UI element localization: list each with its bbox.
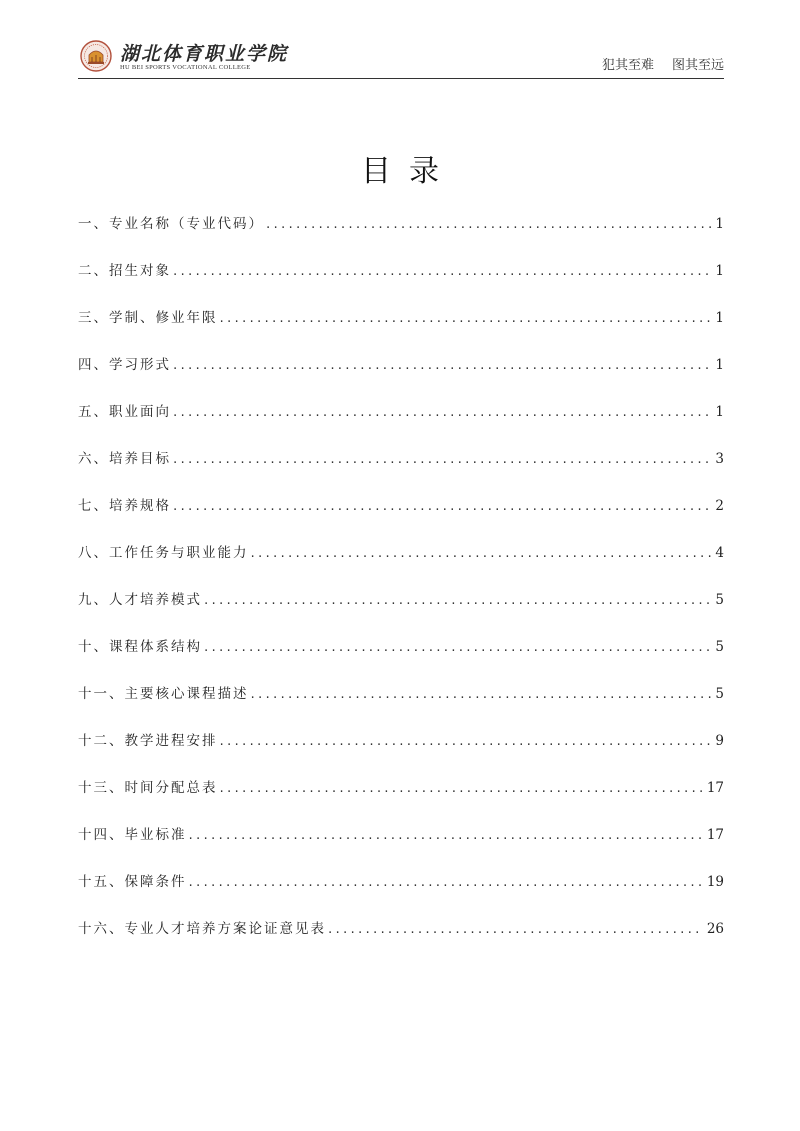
toc-entry[interactable] — [78, 635, 724, 682]
motto-part-2: 图其至远 — [671, 58, 724, 73]
toc-entry-page: 9 — [715, 733, 724, 749]
toc-entry-label: 六、培养目标 — [78, 451, 171, 467]
toc-leader-dots — [328, 921, 703, 937]
toc-leader-dots — [251, 545, 712, 561]
toc-entry-label: 五、职业面向 — [78, 404, 171, 420]
toc-entry-page: 4 — [715, 545, 724, 561]
toc-entry-label: 一、专业名称（专业代码） — [78, 216, 264, 232]
toc-entry[interactable] — [78, 776, 724, 823]
toc-entry-page: 5 — [715, 592, 724, 608]
toc-leader-dots — [189, 874, 703, 890]
toc-entry[interactable] — [78, 729, 724, 776]
toc-leader-dots — [220, 733, 712, 749]
toc-entry-page: 1 — [715, 216, 724, 232]
toc-entry[interactable] — [78, 259, 724, 306]
toc-entry-label: 十五、保障条件 — [78, 874, 187, 890]
toc-entry-page: 5 — [715, 639, 724, 655]
toc-leader-dots — [204, 592, 711, 608]
toc-leader-dots — [173, 404, 711, 420]
table-of-contents — [78, 212, 724, 964]
page-header — [78, 36, 724, 79]
toc-entry-page: 1 — [715, 310, 724, 326]
toc-entry[interactable] — [78, 541, 724, 588]
motto-part-1: 犯其至难 — [601, 58, 654, 73]
toc-entry-label: 四、学习形式 — [78, 357, 171, 373]
toc-leader-dots — [220, 780, 703, 796]
toc-leader-dots — [220, 310, 712, 326]
college-logo — [78, 38, 289, 74]
toc-entry-page: 17 — [706, 827, 724, 843]
toc-leader-dots — [173, 498, 711, 514]
toc-entry[interactable] — [78, 353, 724, 400]
toc-leader-dots — [251, 686, 712, 702]
toc-entry-label: 十、课程体系结构 — [78, 639, 202, 655]
toc-entry[interactable] — [78, 823, 724, 870]
toc-entry[interactable] — [78, 588, 724, 635]
college-motto — [602, 54, 724, 73]
toc-entry-label: 九、人才培养模式 — [78, 592, 202, 608]
toc-entry[interactable] — [78, 494, 724, 541]
toc-entry[interactable] — [78, 212, 724, 259]
toc-entry-label: 十二、教学进程安排 — [78, 733, 218, 749]
toc-entry-page: 17 — [706, 780, 724, 796]
college-name-en: HU BEI SPORTS VOCATIONAL COLLEGE — [120, 64, 251, 71]
toc-entry-page: 1 — [715, 404, 724, 420]
toc-entry-page: 2 — [715, 498, 724, 514]
toc-entry[interactable] — [78, 447, 724, 494]
toc-entry-page: 5 — [715, 686, 724, 702]
toc-entry-label: 八、工作任务与职业能力 — [78, 545, 249, 561]
toc-entry-page: 19 — [706, 874, 724, 890]
toc-entry[interactable] — [78, 917, 724, 964]
toc-entry-page: 3 — [715, 451, 724, 467]
toc-entry-label: 十一、主要核心课程描述 — [78, 686, 249, 702]
toc-entry-label: 十四、毕业标准 — [78, 827, 187, 843]
toc-title: 目录 — [361, 154, 457, 189]
toc-leader-dots — [204, 639, 711, 655]
toc-entry-label: 二、招生对象 — [78, 263, 171, 279]
toc-entry-page: 26 — [706, 921, 724, 937]
toc-entry-page: 1 — [715, 263, 724, 279]
toc-entry-label: 三、学制、修业年限 — [78, 310, 218, 326]
toc-entry[interactable] — [78, 870, 724, 917]
toc-entry[interactable] — [78, 306, 724, 353]
college-seal-icon — [80, 40, 112, 72]
toc-leader-dots — [173, 263, 711, 279]
toc-entry-page: 1 — [715, 357, 724, 373]
toc-leader-dots — [173, 357, 711, 373]
toc-leader-dots — [189, 827, 703, 843]
toc-entry-label: 七、培养规格 — [78, 498, 171, 514]
college-name-cn: 湖北体育职业学院 — [120, 43, 289, 65]
toc-entry-label: 十三、时间分配总表 — [78, 780, 218, 796]
toc-leader-dots — [266, 216, 711, 232]
toc-entry-label: 十六、专业人才培养方案论证意见表 — [78, 921, 326, 937]
toc-entry[interactable] — [78, 400, 724, 447]
toc-entry[interactable] — [78, 682, 724, 729]
toc-leader-dots — [173, 451, 711, 467]
